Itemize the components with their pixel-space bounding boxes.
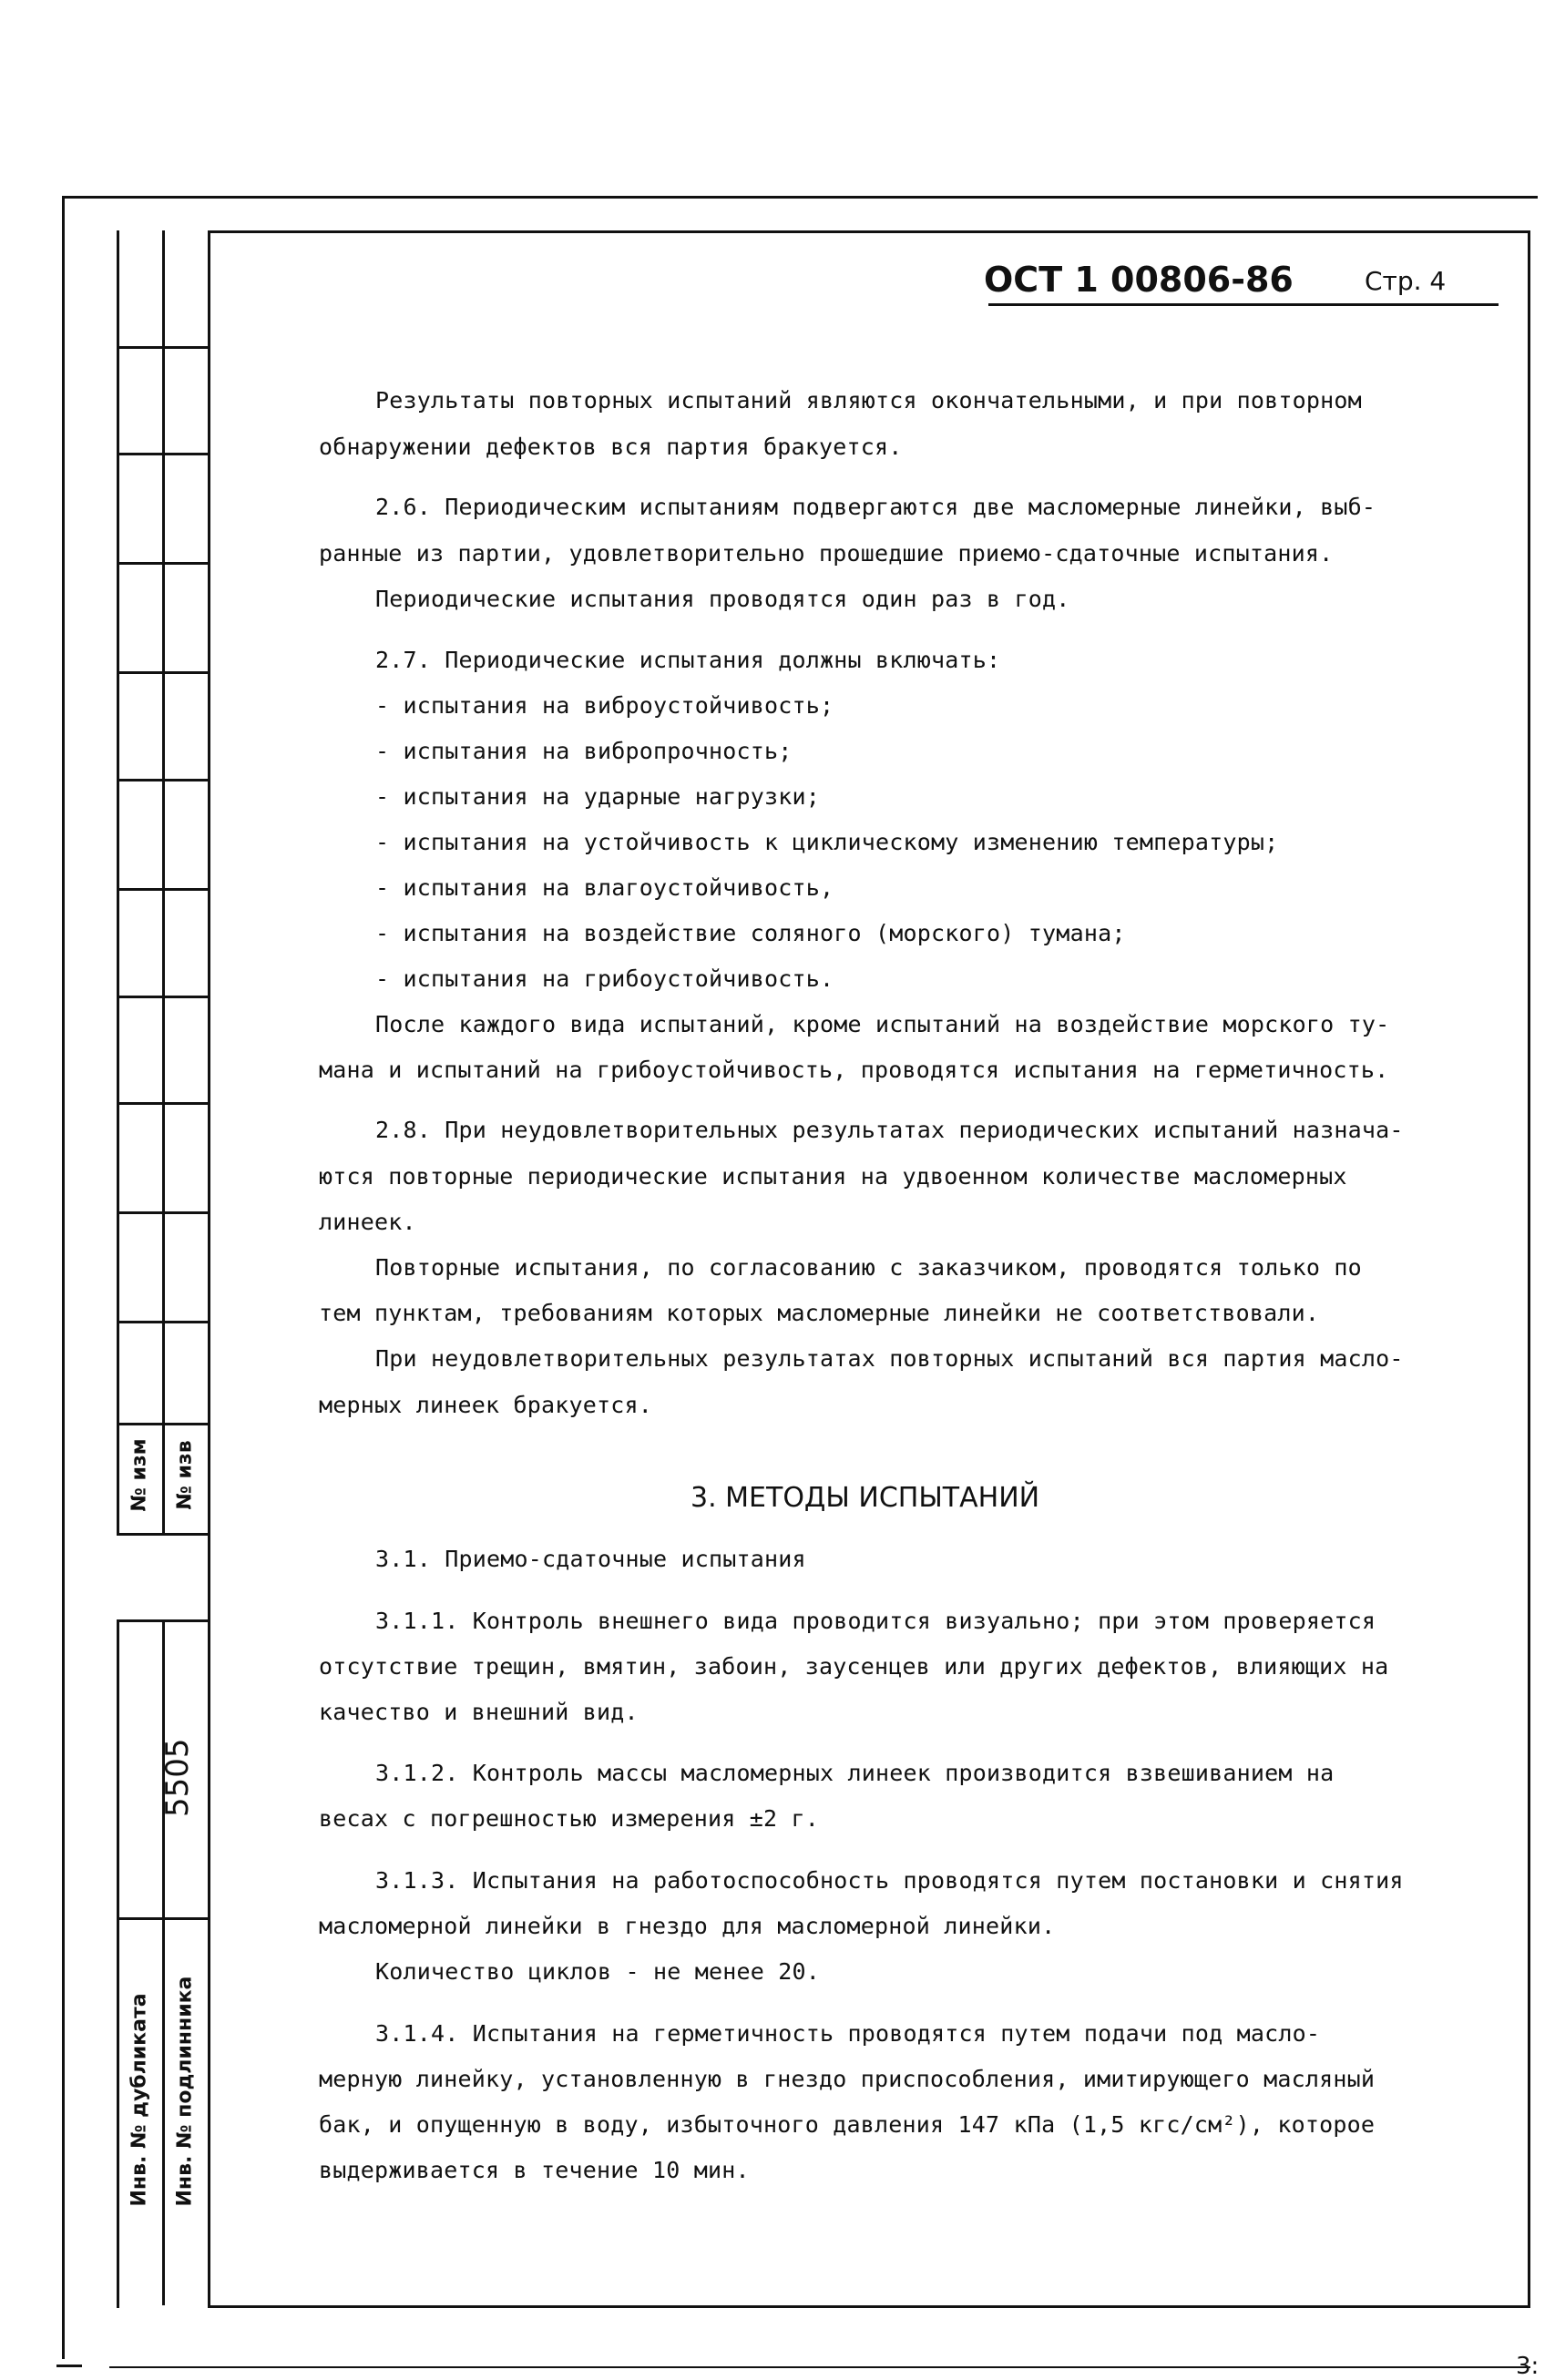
text-line: После каждого вида испытаний, кроме испытаний на воздействие морского ту- xyxy=(375,1011,1390,1037)
text-line: весах с погрешностью измерения ±2 г. xyxy=(319,1805,820,1832)
text-line: ются повторные периодические испытания на удвоенном количестве масломерных xyxy=(319,1163,1347,1190)
text-line: 3.1.3. Испытания на работоспособность проводятся путем постановки и снятия xyxy=(375,1867,1404,1894)
text-line: 2.6. Периодическим испытаниям подвергаются две масломерные линейки, выб- xyxy=(375,494,1376,520)
text-line: масломерной линейки в гнездо для масломерной линейки. xyxy=(319,1913,1056,1939)
section-title: 3. МЕТОДЫ ИСПЫТАНИЙ xyxy=(691,1482,1040,1514)
text-line: обнаружении дефектов вся партия бракуется. xyxy=(319,434,903,460)
izm-label: № изм xyxy=(128,1438,151,1512)
text-line: мана и испытаний на грибоустойчивость, проводятся испытания на герметичность. xyxy=(319,1057,1389,1083)
inv-duplicate-label: Инв. № дубликата xyxy=(128,1993,151,2207)
text-line: Повторные испытания, по согласованию с заказчиком, проводятся только по xyxy=(375,1254,1362,1281)
text-line: бак, и опущенную в воду, избыточного давления 147 кПа (1,5 кгс/см²), которое xyxy=(319,2111,1376,2138)
text-line: 3.1.2. Контроль массы масломерных линеек производится взвешиванием на xyxy=(375,1760,1335,1786)
izv-label: № изв xyxy=(173,1440,197,1510)
text-line: линеек. xyxy=(319,1209,416,1235)
corner-tick xyxy=(56,2365,82,2367)
text-line: мерных линеек бракуется. xyxy=(319,1392,653,1418)
text-line: тем пунктам, требованиям которых масломерные линейки не соответствовали. xyxy=(319,1300,1320,1326)
text-line: 3.1.4. Испытания на герметичность проводятся путем подачи под масло- xyxy=(375,2020,1321,2047)
text-line: - испытания на воздействие соляного (морского) тумана; xyxy=(375,920,1126,946)
page-number: Стр. 4 xyxy=(1365,266,1447,296)
text-line: отсутствие трещин, вмятин, забоин, заусенцев или других дефектов, влияющих на xyxy=(319,1653,1389,1680)
outer-frame-bottom xyxy=(109,2366,1530,2368)
outer-frame-left xyxy=(62,196,65,2359)
text-line: Периодические испытания проводятся один раз в год. xyxy=(375,586,1070,612)
header-underline xyxy=(988,303,1499,306)
text-line: выдерживается в течение 10 мин. xyxy=(319,2157,750,2183)
stamp-row xyxy=(117,1917,208,1920)
text-line: качество и внешний вид. xyxy=(319,1699,639,1725)
corner-number: 3: xyxy=(1516,2353,1540,2380)
text-line: 3.1.1. Контроль внешнего вида проводится визуально; при этом проверяется xyxy=(375,1608,1376,1634)
outer-frame-top xyxy=(62,196,1538,199)
document-code: ОСТ 1 00806-86 xyxy=(984,260,1294,300)
text-line: Результаты повторных испытаний являются окончательными, и при повторном xyxy=(375,387,1362,414)
stamp-row xyxy=(117,1423,208,1425)
text-line: 3.1. Приемо-сдаточные испытания xyxy=(375,1546,806,1572)
stamp-row xyxy=(117,346,208,349)
stamp-row xyxy=(117,562,208,565)
text-line: 2.8. При неудовлетворительных результатах периодических испытаний назнача- xyxy=(375,1117,1404,1143)
stamp-row xyxy=(117,1321,208,1323)
stamp-strip-divider xyxy=(162,230,165,1533)
stamp-row xyxy=(117,1533,208,1536)
text-line: - испытания на устойчивость к циклическому изменению температуры; xyxy=(375,829,1279,855)
text-line: - испытания на виброустойчивость; xyxy=(375,692,834,719)
text-line: - испытания на вибропрочность; xyxy=(375,738,793,764)
text-line: - испытания на грибоустойчивость. xyxy=(375,965,834,992)
text-line: При неудовлетворительных результатах повторных испытаний вся партия масло- xyxy=(375,1345,1404,1372)
text-line: ранные из партии, удовлетворительно прошедшие приемо-сдаточные испытания. xyxy=(319,540,1334,567)
inv-original-number: 5505 xyxy=(159,1738,196,1817)
text-line: Количество циклов - не менее 20. xyxy=(375,1958,821,1985)
stamp-row xyxy=(117,1102,208,1105)
text-line: мерную линейку, установленную в гнездо приспособления, имитирующего масляный xyxy=(319,2066,1376,2092)
stamp-row xyxy=(117,779,208,781)
text-line: - испытания на влагоустойчивость, xyxy=(375,874,834,901)
stamp-row xyxy=(117,1211,208,1214)
stamp-row xyxy=(117,888,208,891)
inv-original-label: Инв. № подлинника xyxy=(173,1976,197,2207)
text-line: 2.7. Периодические испытания должны включать: xyxy=(375,647,1001,673)
stamp-row xyxy=(117,996,208,998)
text-line: - испытания на ударные нагрузки; xyxy=(375,783,821,810)
stamp-row xyxy=(117,453,208,455)
stamp-row xyxy=(117,671,208,674)
